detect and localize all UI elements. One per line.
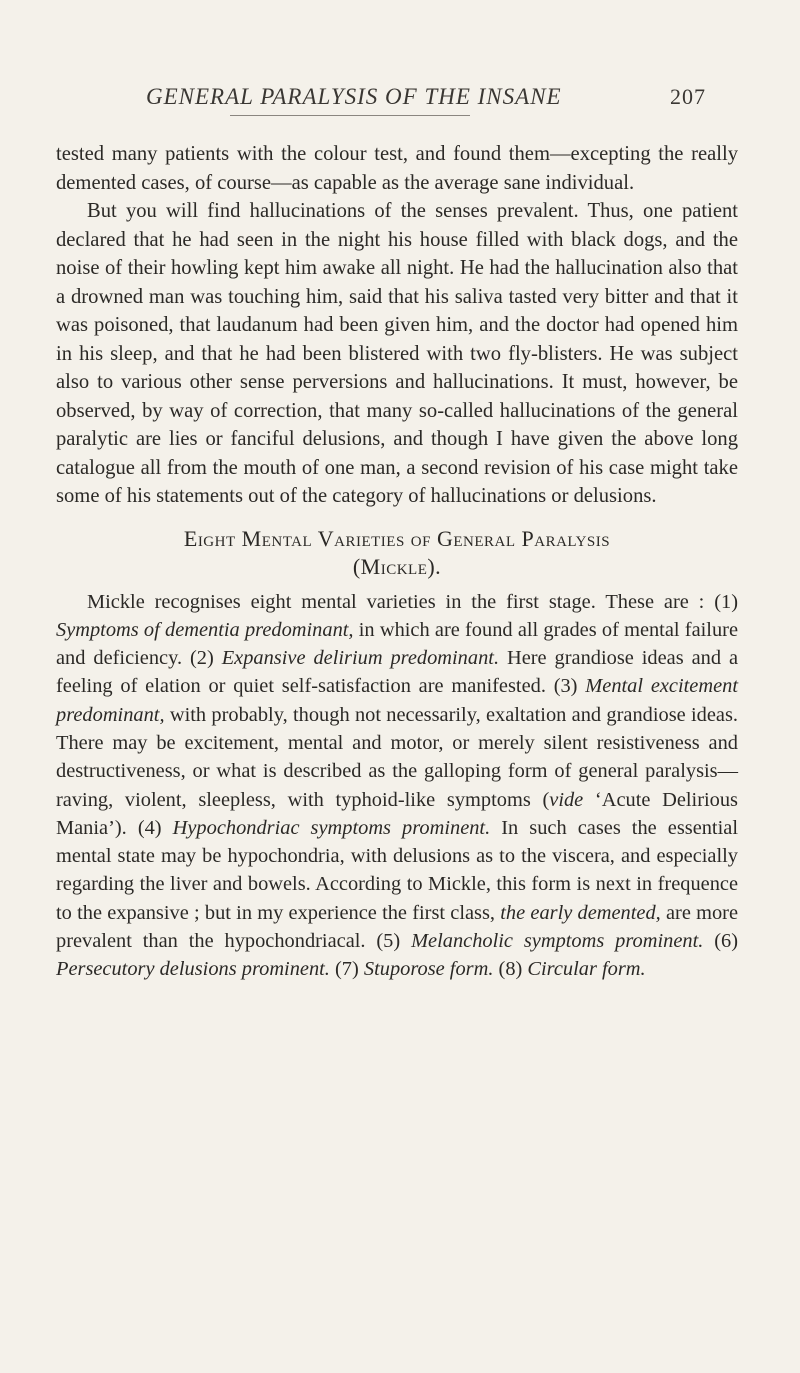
header-rule <box>230 115 470 116</box>
p3-italic-7: Melancholic symptoms prominent. <box>411 930 704 953</box>
p3-text-1: Mickle recognises eight mental varieties in the first stage. These are : (1) <box>87 590 738 613</box>
p3-text-6: In such cases the essential mental state may be hypochondria, with delusions as to the viscera, and especially regarding the liver and bowels. According to Mickle, this form is next in frequence to the expansive ; but in my experience the first class, <box>56 816 738 924</box>
p3-italic-10: Circular form. <box>527 958 646 981</box>
paragraph-1: tested many patients with the colour test, and found them—excepting the really demented cases, of course—as capable as the average sane individual. <box>56 143 738 194</box>
section-heading-line-2: (Mickle). <box>352 554 442 579</box>
page-number: 207 <box>670 84 706 109</box>
p3-italic-4: vide <box>549 788 584 811</box>
p3-text-4: with probably, though not necessarily, exaltation and grandiose ideas. There may be excitement, mental and motor, or merely silent resistiveness and destructiveness, or what is described as the galloping form of general paralysis—raving, violent, sleepless, with typhoid-like symptoms ( <box>56 703 738 811</box>
p3-text-2: in which are found all grades of mental failure and deficiency. (2) <box>56 618 739 670</box>
p3-italic-1: Symptoms of dementia predominant, <box>56 618 354 641</box>
p3-text-5: ‘Acute Delirious Mania’). (4) <box>56 788 738 839</box>
paragraph-3 <box>56 588 738 984</box>
p3-text-10: (8) <box>493 958 528 981</box>
body-text <box>56 140 738 984</box>
p3-italic-5: Hypochondriac symptoms prominent. <box>172 816 491 839</box>
p3-italic-2: Expansive delirium predominant. <box>221 647 500 670</box>
running-title: GENERAL PARALYSIS OF THE INSANE <box>146 84 562 109</box>
running-head <box>146 84 706 110</box>
p3-text-7: are more prevalent than the hypochondriacal. (5) <box>56 901 738 953</box>
section-heading-line-1: Eight Mental Varieties of General Paralysis <box>183 525 611 551</box>
p3-italic-3: Mental excitement predominant, <box>56 675 738 726</box>
p3-italic-9: Stuporose form. <box>363 958 494 981</box>
p3-italic-8: Persecutory delusions prominent. <box>56 958 330 981</box>
p3-italic-6: the early demented, <box>500 901 661 924</box>
paragraph-2: But you will find hallucinations of the senses prevalent. Thus, one patient declared that he had seen in the night his house filled with black dogs, and the noise of their howling kept him awake all night. He had the hallucination also that a drowned man was touching him, said that his saliva tasted very bitter and that it was poisoned, that laudanum had been given him, and the doctor had opened him in his sleep, and that he had been blistered with two fly-blisters. He was subject also to various other sense perversions and hallucinations. It must, however, be observed, by way of correction, that many so-called hallucinations of the general paralytic are lies or fanciful delusions, and though I have given the above long catalogue all from the mouth of one man, a second revision of his case might take some of his statements out of the category of hallucinations or delusions. <box>56 200 738 507</box>
p3-text-9: (7) <box>329 958 364 981</box>
p3-text-8: (6) <box>703 930 739 953</box>
p3-text-3: Here grandiose ideas and a feeling of elation or quiet self-satisfaction are manifested. (3) <box>56 647 739 698</box>
section-heading <box>56 525 738 582</box>
